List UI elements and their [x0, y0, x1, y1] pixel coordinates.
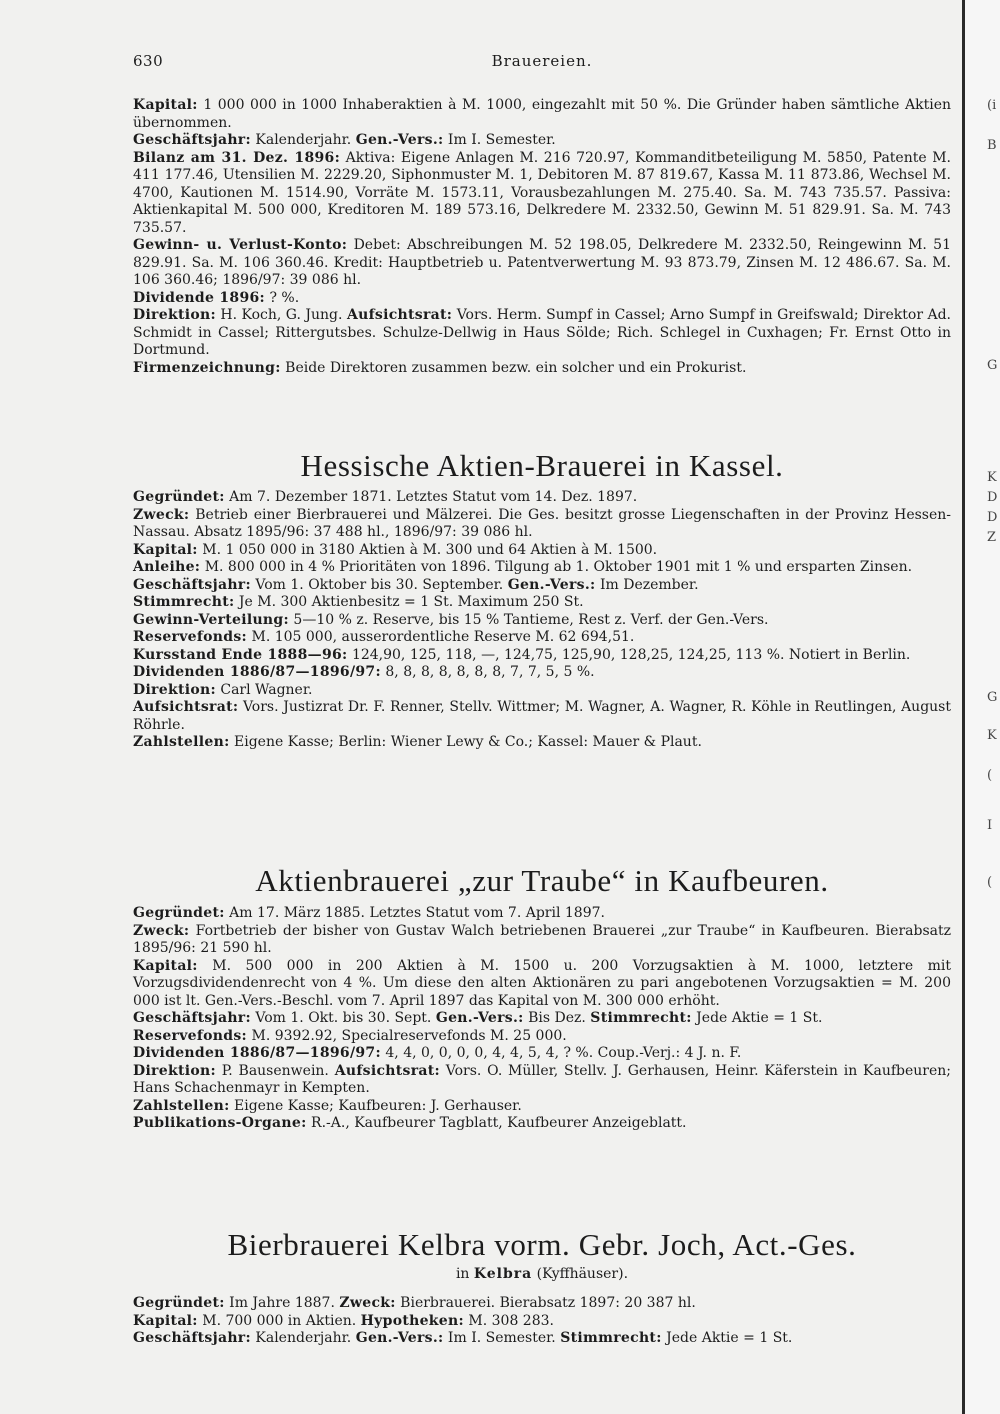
zweck-label: Zweck: — [133, 506, 190, 523]
genvers-text: Im I. Semester. — [443, 1330, 561, 1346]
gegruendet-label: Gegründet: — [133, 1295, 225, 1311]
dividenden-label: Dividenden 1886/87—1896/97: — [133, 1045, 381, 1061]
anleihe-text: M. 800 000 in 4 % Prioritäten von 1896. Tilgung ab 1. Oktober 1901 mit 1 % und ersparten Zinsen. — [200, 559, 913, 575]
kapital-text: 1 000 000 in 1000 Inhaberaktien à M. 1000, eingezahlt mit 50 %. Die Gründer haben sämtliche Aktien übernommen. — [133, 97, 951, 131]
zahlstellen-label: Zahlstellen: — [133, 1097, 230, 1114]
traube-title: Aktienbrauerei „zur Traube“ in Kaufbeuren. — [255, 863, 829, 898]
publikations-label: Publikations-Organe: — [133, 1115, 307, 1131]
genvers-text: Im I. Semester. — [443, 132, 556, 148]
stimmrecht-label: Stimmrecht: — [133, 594, 235, 610]
geschaeftsjahr-label: Geschäftsjahr: — [133, 576, 251, 593]
margin-mark: K — [987, 728, 997, 743]
kapital-label: Kapital: — [133, 541, 198, 558]
page-number: 630 — [133, 52, 164, 70]
geschaeftsjahr-paragraph — [133, 132, 951, 150]
zweck-text: Betrieb einer Bierbrauerei und Mälzerei. Die Ges. besitzt grosse Liegenschaften in der Provinz Hessen-Nassau. Absatz 1895/96: 37 488 hl., 1896/97: 39 086 hl. — [133, 506, 951, 540]
direktion-label: Direktion: — [133, 681, 216, 698]
margin-mark: ( — [987, 768, 993, 783]
hessische-entry — [133, 489, 951, 752]
gegruendet-text: Im Jahre 1887. — [224, 1295, 340, 1311]
stimmrecht-text: Jede Aktie = 1 St. — [691, 1010, 823, 1026]
aufsichtsrat-text: Vors. Herm. Sumpf in Cassel; Arno Sumpf in Greifswald; Direktor Ad. Schmidt in Cassel; Rittergutsbes. Schulze-Dellwig in Haus Sölde; Rich. Schlegel in Cuxhagen; Fr. Ernst Otto in Dortmund. — [133, 307, 951, 358]
running-title: Brauereien. — [491, 52, 593, 70]
geschaeftsjahr-text: Kalenderjahr. — [250, 132, 356, 148]
gegruendet-paragraph — [133, 489, 951, 507]
anleihe-paragraph — [133, 559, 951, 577]
reservefonds-paragraph — [133, 629, 951, 647]
zweck-text: Bierbrauerei. Bierabsatz 1897: 20 387 hl. — [395, 1295, 696, 1311]
aufsichtsrat-text: Vors. Justizrat Dr. F. Renner, Stellv. Wittmer; M. Wagner, A. Wagner, R. Köhle in Reutlingen, August Röhrle. — [133, 699, 951, 733]
kelbra-title: Bierbrauerei Kelbra vorm. Gebr. Joch, Act.-Ges. — [227, 1227, 857, 1262]
kapital-text: M. 700 000 in Aktien. — [197, 1312, 361, 1329]
reservefonds-paragraph — [133, 1028, 951, 1046]
reservefonds-text: M. 9392.92, Specialreservefonds M. 25 000. — [247, 1027, 567, 1044]
zweck-label: Zweck: — [133, 922, 190, 939]
kelbra-entry — [133, 1295, 951, 1348]
geschaeftsjahr-text: Vom 1. Oktober bis 30. September. — [250, 576, 508, 593]
kelbra-subtitle-prefix: in — [455, 1266, 474, 1282]
genvers-text: Im Dezember. — [595, 576, 699, 593]
gewinn-verteilung-text: 5—10 % z. Reserve, bis 15 % Tantieme, Rest z. Verf. der Gen.-Vers. — [288, 611, 769, 628]
kapital-paragraph — [133, 958, 951, 1011]
geschaeftsjahr-label: Geschäftsjahr: — [133, 132, 251, 148]
stimmrecht-paragraph — [133, 594, 951, 612]
direktion-label: Direktion: — [133, 1062, 216, 1079]
kapital-text: M. 1 050 000 in 3180 Aktien à M. 300 und 64 Aktien à M. 1500. — [197, 541, 658, 558]
firmenzeichnung-label: Firmenzeichnung: — [133, 359, 281, 376]
kursstand-paragraph — [133, 647, 951, 665]
margin-mark: D — [987, 510, 998, 525]
dividenden-text: 4, 4, 0, 0, 0, 0, 4, 4, 5, 4, ? %. Coup.-Verj.: 4 J. n. F. — [380, 1045, 742, 1061]
margin-mark: G — [987, 358, 998, 373]
reservefonds-label: Reservefonds: — [133, 629, 248, 645]
genvers-label: Gen.-Vers.: — [435, 1010, 524, 1026]
dividenden-text: 8, 8, 8, 8, 8, 8, 8, 7, 7, 5, 5 %. — [380, 664, 595, 680]
geschaeftsjahr-text: Vom 1. Okt. bis 30. Sept. — [250, 1010, 436, 1026]
genvers-text: Bis Dez. — [523, 1010, 591, 1026]
stimmrecht-text: Je M. 300 Aktienbesitz = 1 St. Maximum 250 St. — [234, 594, 584, 610]
gegruendet-paragraph — [133, 905, 951, 923]
adjacent-page-edge — [962, 0, 1000, 1414]
zweck-paragraph — [133, 923, 951, 958]
gegruendet-text: Am 7. Dezember 1871. Letztes Statut vom 14. Dez. 1897. — [224, 489, 638, 505]
geschaeftsjahr-text: Kalenderjahr. — [250, 1330, 356, 1346]
zweck-text: Fortbetrieb der bisher von Gustav Walch betriebenen Brauerei „zur Traube“ in Kaufbeuren. Bierabsatz 1895/96: 21 590 hl. — [133, 922, 951, 956]
aufsichtsrat-label: Aufsichtsrat: — [346, 307, 453, 323]
margin-mark: Z — [987, 530, 997, 545]
kursstand-text: 124,90, 125, 118, —, 124,75, 125,90, 128,25, 124,25, 113 %. Notiert in Berlin. — [347, 646, 911, 663]
dividende-label: Dividende 1896: — [133, 289, 265, 306]
gewinn-verteilung-paragraph — [133, 612, 951, 630]
stimmrecht-label: Stimmrecht: — [560, 1330, 662, 1346]
dividende-paragraph — [133, 290, 951, 308]
publikations-paragraph — [133, 1115, 951, 1133]
direktion-label: Direktion: — [133, 307, 216, 323]
aufsichtsrat-paragraph — [133, 699, 951, 734]
geschaeftsjahr-paragraph — [133, 1330, 951, 1348]
zahlstellen-paragraph — [133, 734, 951, 752]
zahlstellen-label: Zahlstellen: — [133, 734, 230, 750]
kursstand-label: Kursstand Ende 1888—96: — [133, 646, 348, 663]
direktion-paragraph — [133, 307, 951, 360]
hessische-title: Hessische Aktien-Brauerei in Kassel. — [300, 448, 784, 483]
top-entry-block — [133, 97, 951, 377]
dividenden-paragraph — [133, 664, 951, 682]
kelbra-subtitle — [133, 1266, 951, 1282]
geschaeftsjahr-label: Geschäftsjahr: — [133, 1330, 251, 1346]
direktion-text: Carl Wagner. — [215, 681, 313, 698]
genvers-label: Gen.-Vers.: — [507, 576, 596, 593]
bilanz-paragraph — [133, 150, 951, 238]
geschaeftsjahr-paragraph — [133, 577, 951, 595]
reservefonds-text: M. 105 000, ausserordentliche Reserve M. 62 694,51. — [247, 629, 635, 645]
aufsichtsrat-label: Aufsichtsrat: — [334, 1062, 440, 1079]
geschaeftsjahr-label: Geschäftsjahr: — [133, 1010, 251, 1026]
gegruendet-paragraph — [133, 1295, 951, 1313]
gegruendet-label: Gegründet: — [133, 489, 225, 505]
firmenzeichnung-paragraph — [133, 360, 951, 378]
zahlstellen-text: Eigene Kasse; Berlin: Wiener Lewy & Co.; Kassel: Mauer & Plaut. — [229, 734, 702, 750]
genvers-label: Gen.-Vers.: — [355, 132, 444, 148]
direktion-paragraph — [133, 682, 951, 700]
zahlstellen-paragraph — [133, 1098, 951, 1116]
margin-mark: ( — [987, 875, 993, 890]
geschaeftsjahr-paragraph — [133, 1010, 951, 1028]
stimmrecht-label: Stimmrecht: — [590, 1010, 692, 1026]
page-header — [133, 52, 951, 76]
stimmrecht-text: Jede Aktie = 1 St. — [661, 1330, 793, 1346]
gewinn-label: Gewinn- u. Verlust-Konto: — [133, 237, 348, 253]
margin-mark: B — [987, 138, 997, 153]
kapital-label: Kapital: — [133, 97, 198, 113]
kapital-text: M. 500 000 in 200 Aktien à M. 1500 u. 200 Vorzugsaktien à M. 1000, letztere mit Vorzugsdividendenrecht von 4 %. Um diese den alten Aktionären zu pari angebotenen Vorzugsaktien = M. 200 000 ist lt. Gen.-Vers.-Beschl. vom 7. April 1897 das Kapital von M. 300 000 erhöht. — [133, 957, 951, 1009]
kapital-label: Kapital: — [133, 957, 198, 974]
margin-mark: I — [987, 818, 993, 833]
firmenzeichnung-text: Beide Direktoren zusammen bezw. ein solcher und ein Prokurist. — [280, 359, 747, 376]
reservefonds-label: Reservefonds: — [133, 1027, 248, 1044]
traube-entry — [133, 905, 951, 1133]
gegruendet-text: Am 17. März 1885. Letztes Statut vom 7. April 1897. — [224, 905, 605, 921]
hypotheken-label: Hypotheken: — [360, 1312, 464, 1329]
kelbra-subtitle-suffix: (Kyffhäuser). — [532, 1266, 629, 1282]
dividenden-paragraph — [133, 1045, 951, 1063]
anleihe-label: Anleihe: — [133, 559, 201, 575]
publikations-text: R.-A., Kaufbeurer Tagblatt, Kaufbeurer Anzeigeblatt. — [306, 1115, 687, 1131]
dividenden-label: Dividenden 1886/87—1896/97: — [133, 664, 381, 680]
genvers-label: Gen.-Vers.: — [355, 1330, 444, 1346]
direktion-text: P. Bausenwein. — [215, 1062, 335, 1079]
margin-mark: (i — [987, 98, 997, 113]
kapital-paragraph — [133, 542, 951, 560]
zahlstellen-text: Eigene Kasse; Kaufbeuren: J. Gerhauser. — [229, 1097, 522, 1114]
bilanz-label: Bilanz am 31. Dez. 1896: — [133, 149, 341, 166]
margin-mark: G — [987, 690, 998, 705]
gegruendet-label: Gegründet: — [133, 905, 225, 921]
gewinn-text: Debet: Abschreibungen M. 52 198.05, Delkredere M. 2332.50, Reingewinn M. 51 829.91. Sa. M. 106 360.46. Kredit: Hauptbetrieb u. Patentverwertung M. 93 873.79, Zinsen M. 12 486.67. Sa. M. 106 360.46; 1896/97: 39 086 hl. — [133, 237, 951, 288]
zweck-paragraph — [133, 507, 951, 542]
aufsichtsrat-text: Vors. O. Müller, Stellv. J. Gerhausen, Heinr. Käferstein in Kaufbeuren; Hans Schachenmayr in Kempten. — [133, 1062, 952, 1096]
kapital-label: Kapital: — [133, 1312, 198, 1329]
hypotheken-text: M. 308 283. — [463, 1312, 554, 1329]
zweck-label: Zweck: — [339, 1295, 396, 1311]
direktion-paragraph — [133, 1063, 951, 1098]
kelbra-place: Kelbra — [473, 1266, 533, 1282]
direktion-text: H. Koch, G. Jung. — [215, 307, 347, 323]
kapital-paragraph — [133, 1313, 951, 1331]
bilanz-text: Aktiva: Eigene Anlagen M. 216 720.97, Kommanditbeteiligung M. 5850, Patente M. 411 177.46, Utensilien M. 2229.20, Siphonmuster M. 1, Debitoren M. 87 819.67, Kassa M. 11 873.86, Wechsel M. 4700, Kautionen M. 1514.90, Vorräte M. 1573.11, Vorausbezahlungen M. 275.40. Sa. M. 743 735.57. Passiva: Aktienkapital M. 500 000, Kreditoren M. 189 573.16, Delkredere M. 2332.50, Gewinn M. 51 829.91. Sa. M. 743 735.57. — [133, 149, 951, 236]
margin-mark: K — [987, 470, 997, 485]
dividende-text: ? %. — [265, 289, 300, 306]
gewinn-verteilung-label: Gewinn-Verteilung: — [133, 611, 289, 628]
aufsichtsrat-label: Aufsichtsrat: — [133, 699, 239, 715]
kapital-paragraph — [133, 97, 951, 132]
gewinn-paragraph — [133, 237, 951, 290]
margin-mark: D — [987, 490, 998, 505]
